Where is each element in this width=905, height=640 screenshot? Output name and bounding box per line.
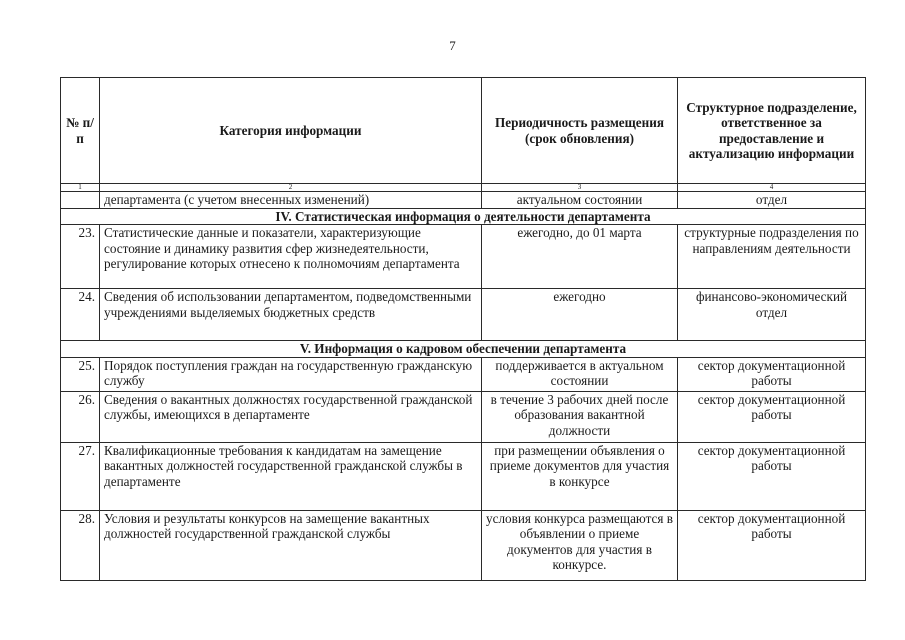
header-unit: Структурное подразделение, ответственное за предоставление и актуализацию информации xyxy=(678,78,866,184)
table-row xyxy=(61,391,866,442)
table-row xyxy=(61,510,866,580)
row-periodicity: в течение 3 рабочих дней после образования вакантной должности xyxy=(482,391,678,442)
row-category: Сведения о вакантных должностях государственной гражданской службы, имеющихся в департаменте xyxy=(100,391,482,442)
row-number: 27. xyxy=(61,442,100,510)
table-row xyxy=(61,289,866,341)
section-title: V. Информация о кадровом обеспечении департамента xyxy=(61,341,866,358)
header-periodicity: Периодичность размещения (срок обновления) xyxy=(482,78,678,184)
row-number: 24. xyxy=(61,289,100,341)
row-number: 25. xyxy=(61,357,100,391)
row-unit: структурные подразделения по направлениям деятельности xyxy=(678,225,866,289)
section-row xyxy=(61,341,866,358)
row-category: Порядок поступления граждан на государственную гражданскую службу xyxy=(100,357,482,391)
table-row xyxy=(61,442,866,510)
information-table xyxy=(60,77,866,581)
column-number: 3 xyxy=(482,184,678,192)
column-numbers-row xyxy=(61,184,866,192)
continuation-row xyxy=(61,192,866,209)
row-periodicity: при размещении объявления о приеме документов для участия в конкурсе xyxy=(482,442,678,510)
page-number: 7 xyxy=(449,38,456,53)
row-number: 28. xyxy=(61,510,100,580)
header-num: № п/п xyxy=(61,78,100,184)
row-periodicity: условия конкурса размещаются в объявлении о приеме документов для участия в конкурсе. xyxy=(482,510,678,580)
row-periodicity: ежегодно xyxy=(482,289,678,341)
row-category: Условия и результаты конкурсов на замещение вакантных должностей государственной гражданской службы xyxy=(100,510,482,580)
row-periodicity: поддерживается в актуальном состоянии xyxy=(482,357,678,391)
row-number: 26. xyxy=(61,391,100,442)
row-category: Квалификационные требования к кандидатам на замещение вакантных должностей государственной гражданской службы в департаменте xyxy=(100,442,482,510)
column-number: 4 xyxy=(678,184,866,192)
continuation-unit: отдел xyxy=(678,192,866,209)
column-number: 1 xyxy=(61,184,100,192)
row-unit: сектор документационной работы xyxy=(678,510,866,580)
section-title: IV. Статистическая информация о деятельности департамента xyxy=(61,208,866,225)
row-unit: финансово-экономический отдел xyxy=(678,289,866,341)
row-unit: сектор документационной работы xyxy=(678,442,866,510)
table-row xyxy=(61,357,866,391)
row-periodicity: ежегодно, до 01 марта xyxy=(482,225,678,289)
table-header-row xyxy=(61,78,866,184)
header-category: Категория информации xyxy=(100,78,482,184)
section-row xyxy=(61,208,866,225)
row-number: 23. xyxy=(61,225,100,289)
continuation-category: департамента (с учетом внесенных изменений) xyxy=(100,192,482,209)
row-unit: сектор документационной работы xyxy=(678,391,866,442)
table-row xyxy=(61,225,866,289)
column-number: 2 xyxy=(100,184,482,192)
row-category: Сведения об использовании департаментом, подведомственными учреждениями выделяемых бюджетных средств xyxy=(100,289,482,341)
row-unit: сектор документационной работы xyxy=(678,357,866,391)
continuation-periodicity: актуальном состоянии xyxy=(482,192,678,209)
row-category: Статистические данные и показатели, характеризующие состояние и динамику развития сфер жизнедеятельности, регулирование которых отнесено к полномочиям департамента xyxy=(100,225,482,289)
